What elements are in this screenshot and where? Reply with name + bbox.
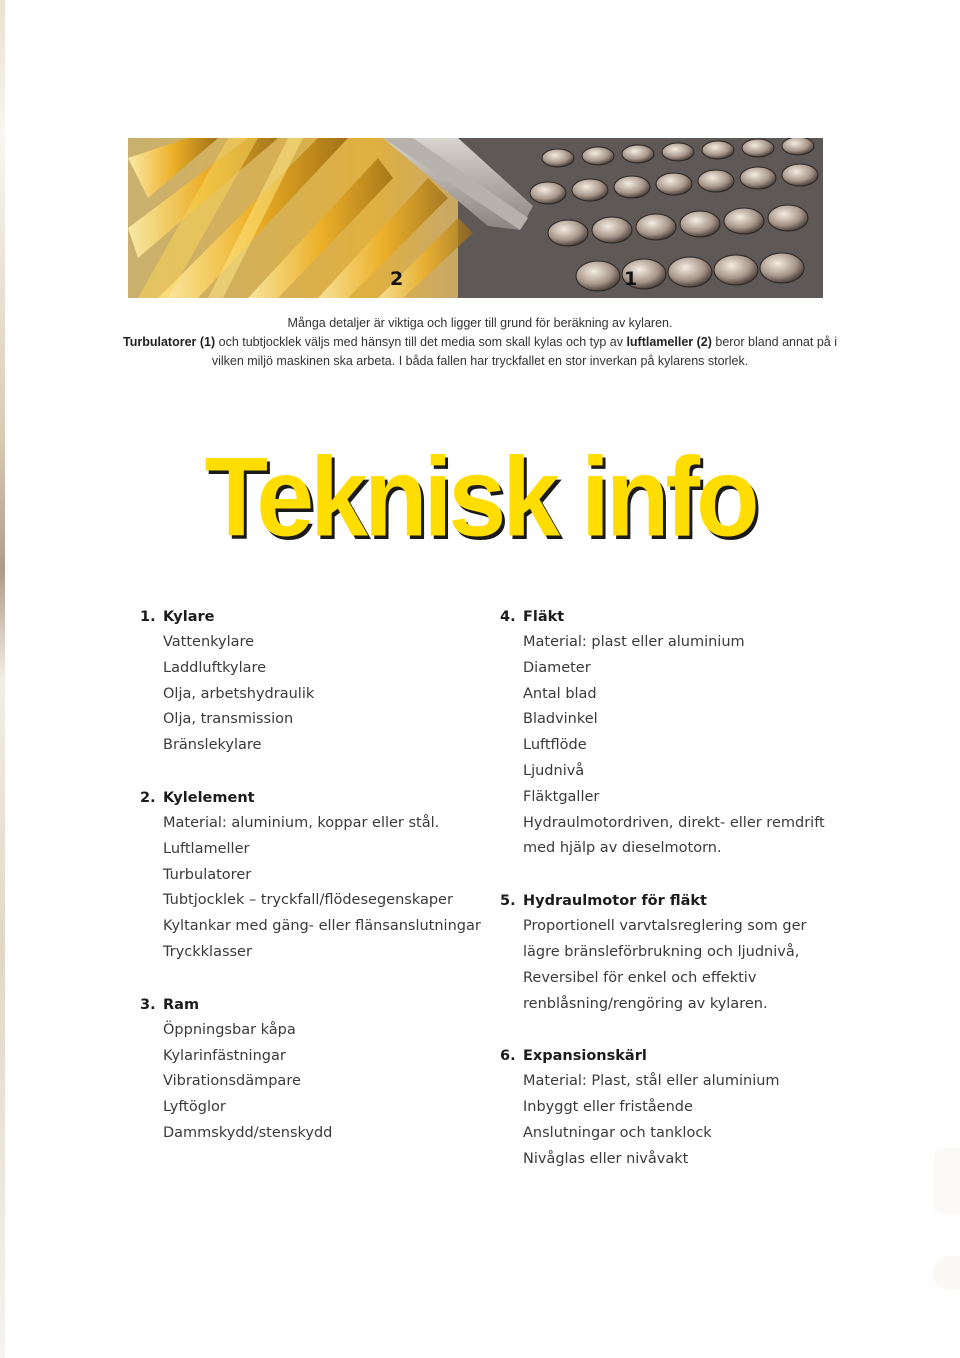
spec-section: [500, 604, 900, 862]
spec-column-right: [500, 604, 900, 1199]
spec-item: Bränslekylare: [163, 737, 262, 754]
spec-item: Turbulatorer: [163, 866, 252, 883]
spec-item: Antal blad: [523, 685, 597, 702]
section-title: Fläkt: [523, 609, 565, 625]
spec-item: Kyltankar med gäng- eller flänsanslutningar: [163, 918, 481, 935]
spec-section: [500, 1043, 900, 1172]
spec-item: Material: aluminium, koppar eller stål.: [163, 814, 440, 831]
photo-label-1: 1: [624, 268, 638, 290]
section-title: Hydraulmotor för fläkt: [523, 893, 707, 910]
spec-item: Ljudnivå: [523, 762, 585, 779]
spec-item: Fläktgaller: [523, 788, 600, 805]
section-number: 2.: [140, 789, 156, 806]
spec-item: Anslutningar och tanklock: [523, 1124, 712, 1141]
caption-text: beror bland annat på i: [711, 335, 837, 349]
photo-label-2: 2: [390, 268, 404, 290]
spec-item: Dammskydd/stenskydd: [163, 1124, 333, 1141]
section-heading: [140, 992, 540, 1018]
photo-caption: [120, 314, 840, 371]
spec-item: Reversibel för enkel och effektiv: [523, 969, 757, 986]
section-title: Kylare: [163, 609, 215, 625]
spec-item: Proportionell varvtalsreglering som ger: [523, 918, 807, 935]
spec-item: Vibrationsdämpare: [163, 1073, 301, 1090]
caption-bold-luftlameller: luftlameller (2): [626, 335, 712, 349]
spec-item: Luftflöde: [523, 737, 587, 754]
caption-line-1: Många detaljer är viktiga och ligger till grund för beräkning av kylaren.: [287, 316, 673, 330]
spec-item: Kylarinfästningar: [163, 1047, 286, 1064]
spec-item: Diameter: [523, 659, 591, 676]
spec-item: Bladvinkel: [523, 711, 598, 728]
spec-item: Öppningsbar kåpa: [163, 1021, 296, 1038]
spec-item: med hjälp av dieselmotorn.: [523, 840, 722, 857]
section-number: 4.: [500, 609, 516, 625]
spec-item: Luftlameller: [163, 840, 250, 857]
spec-section: [140, 604, 540, 759]
section-heading: [140, 785, 540, 811]
spec-section: [140, 785, 540, 966]
spec-item: renblåsning/rengöring av kylaren.: [523, 995, 768, 1012]
section-number: 3.: [140, 996, 156, 1013]
section-heading: [500, 1043, 900, 1069]
spec-section: [500, 888, 900, 1017]
caption-text: och tubtjocklek väljs med hänsyn till det media som skall kylas och typ av: [215, 335, 627, 349]
section-number: 5.: [500, 893, 516, 910]
page-edge-shadow: [934, 1148, 960, 1214]
spec-item: Laddluftkylare: [163, 659, 267, 676]
spec-item: Material: Plast, stål eller aluminium: [523, 1073, 780, 1090]
spec-item: Tubtjocklek – tryckfall/flödesegenskaper: [163, 892, 453, 909]
spec-item: Lyftöglor: [163, 1099, 226, 1116]
spec-item: lägre bränsleförbrukning och ljudnivå,: [523, 943, 800, 960]
spec-item: Vattenkylare: [163, 634, 255, 650]
section-number: 1.: [140, 609, 156, 625]
caption-bold-turbulatorer: Turbulatorer (1): [123, 335, 216, 349]
caption-line-2: [120, 333, 840, 352]
spec-item: Inbyggt eller fristående: [523, 1099, 693, 1116]
spec-column-left: [140, 604, 540, 1173]
caption-line-3: vilken miljö maskinen ska arbeta. I båda fallen har tryckfallet en stor inverkan på kylarens storlek.: [211, 354, 749, 368]
spec-item: Tryckklasser: [163, 943, 252, 960]
spec-item: Olja, transmission: [163, 711, 294, 728]
spec-item: Olja, arbetshydraulik: [163, 685, 315, 702]
radiator-closeup-photo: [128, 138, 823, 298]
spec-item: Material: plast eller aluminium: [523, 634, 745, 650]
section-heading: [140, 604, 540, 630]
section-title: Kylelement: [163, 789, 255, 806]
spec-item: Nivåglas eller nivåvakt: [523, 1150, 689, 1167]
page-edge-shadow: [932, 1256, 960, 1290]
section-heading: [500, 604, 900, 630]
spec-section: [140, 992, 540, 1147]
section-heading: [500, 888, 900, 914]
page-edge-decoration: [0, 0, 5, 1358]
page-title: Teknisk info: [204, 435, 756, 561]
section-title: Expansionskärl: [523, 1048, 647, 1065]
spec-item: Hydraulmotordriven, direkt- eller remdrift: [523, 814, 825, 831]
section-title: Ram: [163, 996, 200, 1013]
section-number: 6.: [500, 1048, 516, 1065]
